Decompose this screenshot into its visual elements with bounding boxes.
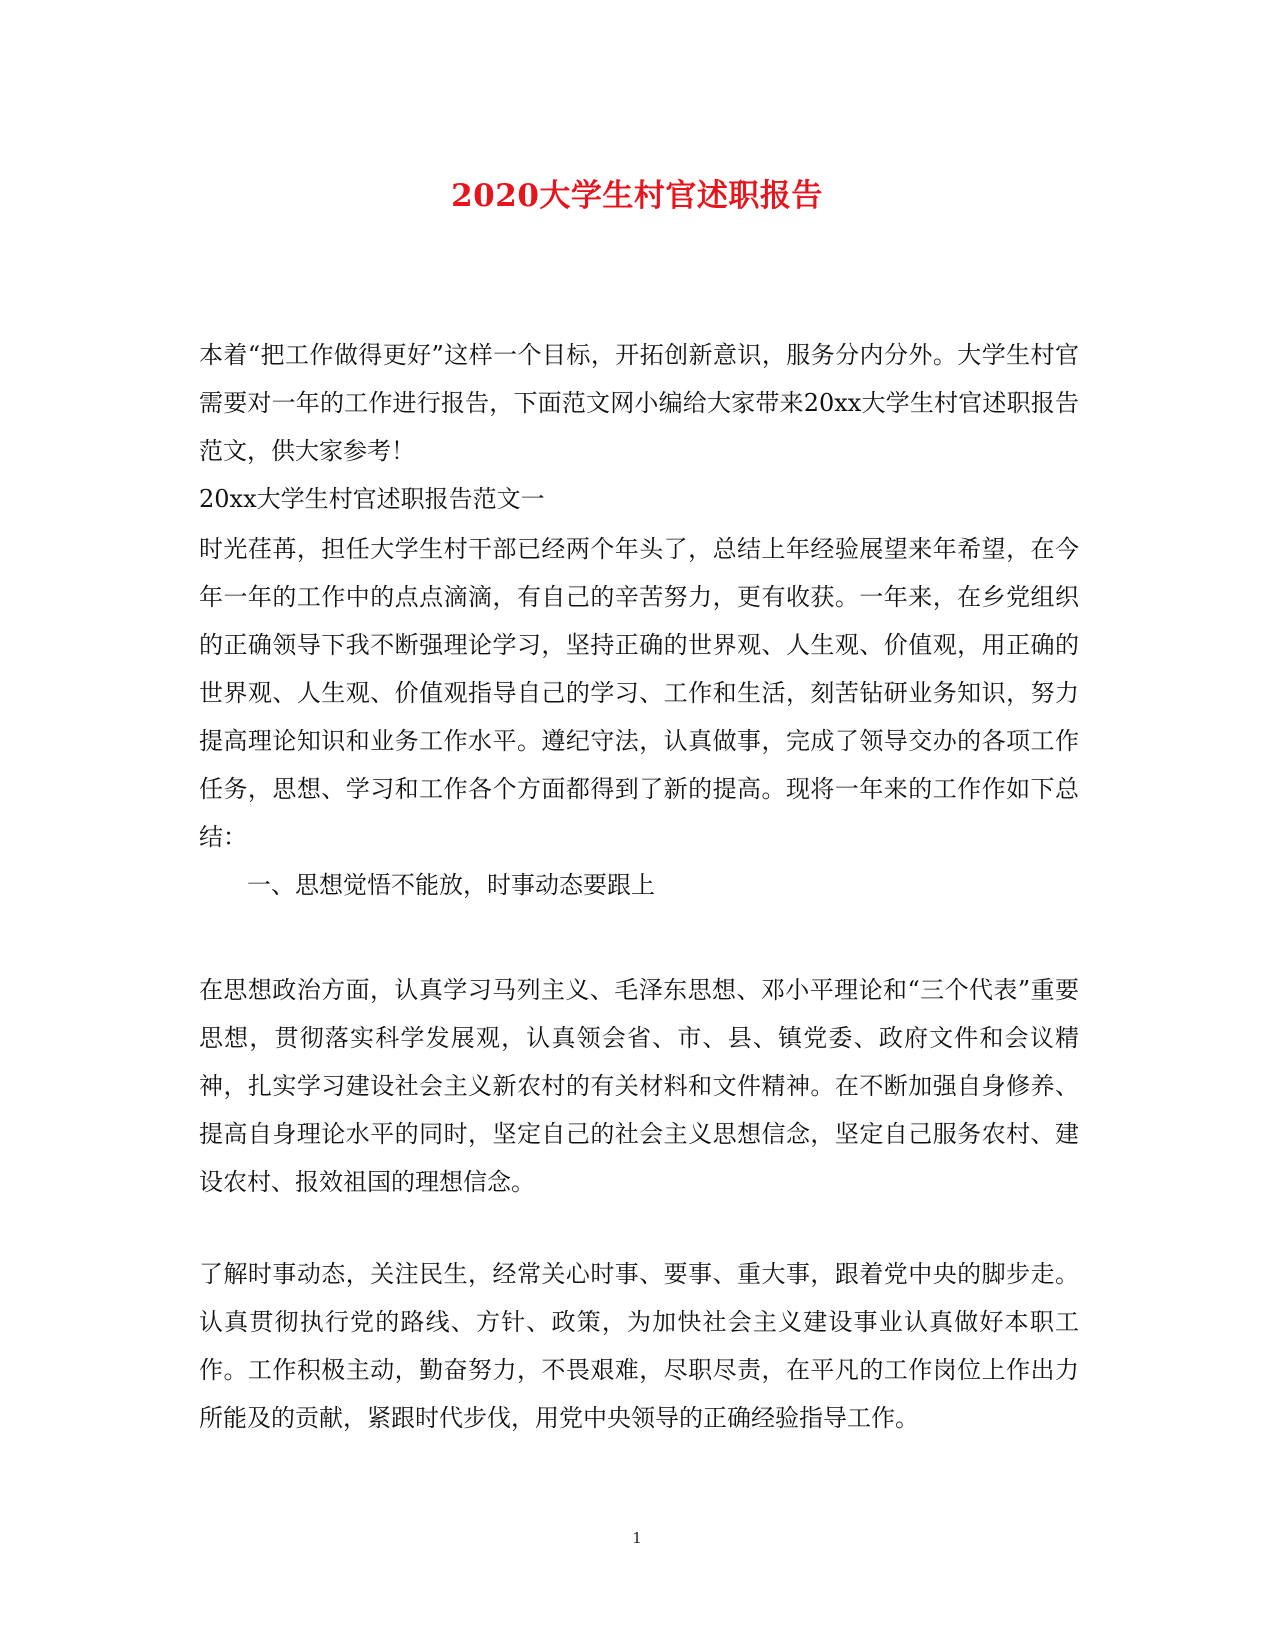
document-subtitle: 20xx大学生村官述职报告范文一 xyxy=(199,485,545,513)
body-paragraph-2: 在思想政治方面，认真学习马列主义、毛泽东思想、邓小平理论和“三个代表”重要思想，贯彻落实科学发展观，认真领会省、市、县、镇党委、政府文件和会议精神，扎实学习建设社会主义新农村的有关材料和文件精神。在不断加强自身修养、提高自身理论水平的同时，坚定自己的社会主义思想信念，坚定自己服务农村、建设农村、报效祖国的理想信念。 xyxy=(199,976,1079,1196)
page-number: 1 xyxy=(632,1529,642,1547)
intro-paragraph: 本着“把工作做得更好”这样一个目标，开拓创新意识，服务分内分外。大学生村官需要对一年的工作进行报告，下面范文网小编给大家带来20xx大学生村官述职报告范文，供大家参考！ xyxy=(199,341,1079,465)
body-paragraph-1: 时光荏苒，担任大学生村干部已经两个年头了，总结上年经验展望来年希望，在今年一年的工作中的点点滴滴，有自己的辛苦努力，更有收获。一年来，在乡党组织的正确领导下我不断强理论学习，坚持正确的世界观、人生观、价值观，用正确的世界观、人生观、价值观指导自己的学习、工作和生活，刻苦钻研业务知识，努力提高理论知识和业务工作水平。遵纪守法，认真做事，完成了领导交办的各项工作任务，思想、学习和工作各个方面都得到了新的提高。现将一年来的工作作如下总结： xyxy=(199,535,1079,851)
section-heading: 一、思想觉悟不能放，时事动态要跟上 xyxy=(247,871,655,899)
document-title: 2020大学生村官述职报告 xyxy=(451,178,823,214)
body-paragraph-3: 了解时事动态，关注民生，经常关心时事、要事、重大事，跟着党中央的脚步走。认真贯彻执行党的路线、方针、政策，为加快社会主义建设事业认真做好本职工作。工作积极主动，勤奋努力，不畏艰难，尽职尽责，在平凡的工作岗位上作出力所能及的贡献，紧跟时代步伐，用党中央领导的正确经验指导工作。 xyxy=(199,1260,1079,1432)
